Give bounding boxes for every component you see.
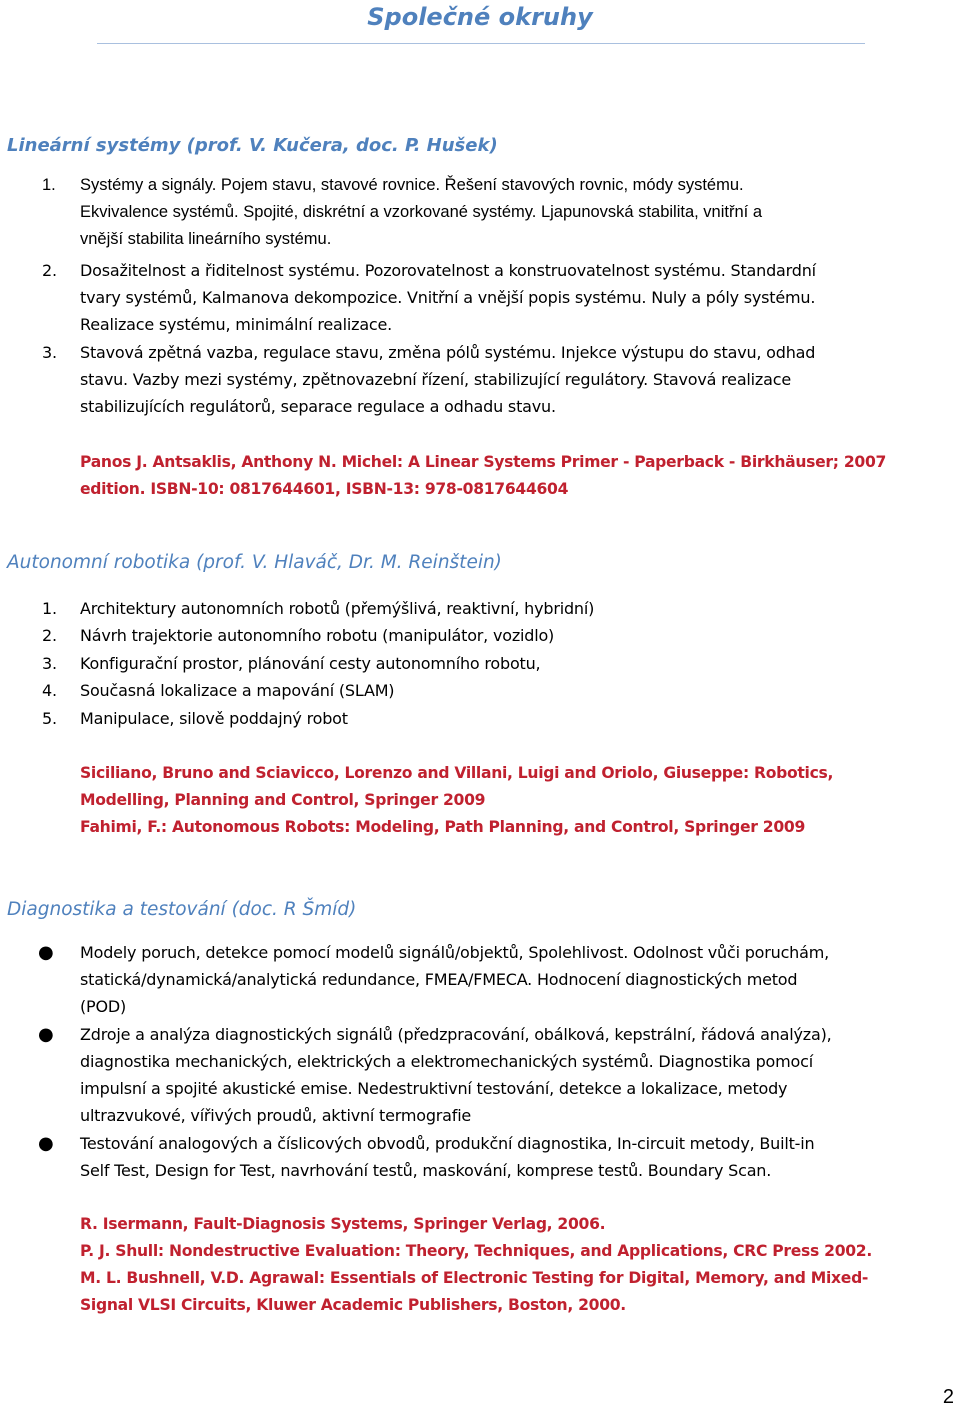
- list-item-text: (POD): [80, 997, 127, 1016]
- section-heading-diagnostics: Diagnostika a testování (doc. R Šmíd): [7, 899, 357, 920]
- list-item: [0, 257, 960, 338]
- list-item-text: Self Test, Design for Test, navrhování testů, maskování, komprese testů. Boundary Scan.: [80, 1161, 772, 1180]
- list-item-text: Současná lokalizace a mapování (SLAM): [80, 681, 395, 700]
- list-item-text: Ekvivalence systémů. Spojité, diskrétní a vzorkované systémy. Ljapunovská stabilita, vnitřní a: [80, 203, 763, 221]
- section-heading-linear-systems: Lineární systémy (prof. V. Kučera, doc. P. Hušek): [7, 135, 498, 156]
- list-item-text: vnější stabilita lineárního systému.: [80, 230, 332, 248]
- bullet-icon: ●: [38, 1024, 54, 1045]
- bullet-icon: ●: [38, 942, 54, 963]
- list-item: [0, 677, 960, 704]
- list-item-text: ultrazvukové, vířivých proudů, aktivní termografie: [80, 1106, 472, 1125]
- reference-line: Fahimi, F.: Autonomous Robots: Modeling, Path Planning, and Control, Springer 2009: [80, 818, 805, 836]
- list-item-text: Systémy a signály. Pojem stavu, stavové rovnice. Řešení stavových rovnic, módy systému.: [80, 176, 744, 194]
- bullet-icon: ●: [38, 1133, 54, 1154]
- section-heading-autonomous-robotics: Autonomní robotika (prof. V. Hlaváč, Dr. M. Reinštein): [7, 552, 502, 573]
- list-item-text: Zdroje a analýza diagnostických signálů (předzpracování, obálková, kepstrální, řádová analýza),: [80, 1025, 832, 1044]
- reference-line: Signal VLSI Circuits, Kluwer Academic Publishers, Boston, 2000.: [80, 1296, 626, 1314]
- list-item-text: stavu. Vazby mezi systémy, zpětnovazební řízení, stabilizující regulátory. Stavová realizace: [80, 370, 791, 389]
- header-divider: [97, 43, 865, 44]
- page-header-title: Společné okruhy: [367, 3, 593, 31]
- list-item-number: 3.: [42, 343, 57, 362]
- list-item: [0, 705, 960, 732]
- list-item-number: 5.: [42, 709, 57, 728]
- list-item-number: 2.: [42, 626, 57, 645]
- list-item-number: 4.: [42, 681, 57, 700]
- list-item-number: 3.: [42, 654, 57, 673]
- list-item-text: Konfigurační prostor, plánování cesty autonomního robotu,: [80, 654, 541, 673]
- list-item-text: Modely poruch, detekce pomocí modelů signálů/objektů, Spolehlivost. Odolnost vůči poruchám,: [80, 943, 830, 962]
- list-item: [0, 595, 960, 622]
- reference-line: R. Isermann, Fault-Diagnosis Systems, Springer Verlag, 2006.: [80, 1215, 606, 1233]
- list-item-text: Testování analogových a číslicových obvodů, produkční diagnostika, In-circuit metody, Built-in: [80, 1134, 815, 1153]
- reference-list: [80, 1211, 872, 1319]
- list-item-text: impulsní a spojité akustické emise. Nedestruktivní testování, detekce a lokalizace, metody: [80, 1079, 788, 1098]
- bullet-item: [0, 1021, 960, 1129]
- list-item-text: diagnostika mechanických, elektrických a elektromechanických systémů. Diagnostika pomocí: [80, 1052, 813, 1071]
- list-item: [0, 622, 960, 649]
- reference-line: Modelling, Planning and Control, Springer 2009: [80, 791, 486, 809]
- reference-list: [80, 760, 833, 841]
- reference-list: [80, 449, 886, 503]
- list-item-text: tvary systémů, Kalmanova dekompozice. Vnitřní a vnější popis systému. Nuly a póly systému.: [80, 288, 816, 307]
- list-item-text: Architektury autonomních robotů (přemýšlivá, reaktivní, hybridní): [80, 599, 595, 618]
- list-item-text: Návrh trajektorie autonomního robotu (manipulátor, vozidlo): [80, 626, 555, 645]
- list-item-number: 1.: [42, 599, 57, 618]
- list-item-text: statická/dynamická/analytická redundance, FMEA/FMECA. Hodnocení diagnostických metod: [80, 970, 798, 989]
- list-item-text: Dosažitelnost a řiditelnost systému. Pozorovatelnost a konstruovatelnost systému. Standardní: [80, 261, 816, 280]
- list-item-text: Manipulace, silově poddajný robot: [80, 709, 348, 728]
- reference-line: edition. ISBN-10: 0817644601, ISBN-13: 978-0817644604: [80, 480, 569, 498]
- list-item-number: 1.: [42, 176, 56, 194]
- list-item: [0, 339, 960, 420]
- list-item-text: Realizace systému, minimální realizace.: [80, 315, 393, 334]
- list-item-text: stabilizujících regulátorů, separace regulace a odhadu stavu.: [80, 397, 556, 416]
- list-item-number: 2.: [42, 261, 57, 280]
- reference-line: P. J. Shull: Nondestructive Evaluation: Theory, Techniques, and Applications, CRC Press 2002.: [80, 1242, 872, 1260]
- reference-line: Panos J. Antsaklis, Anthony N. Michel: A Linear Systems Primer - Paperback - Birkhäuser; 2007: [80, 453, 887, 471]
- list-item: [0, 650, 960, 677]
- bullet-item: [0, 1130, 960, 1184]
- bullet-item: [0, 939, 960, 1020]
- reference-line: M. L. Bushnell, V.D. Agrawal: Essentials of Electronic Testing for Digital, Memory, and Mixed-: [80, 1269, 869, 1287]
- list-item: [0, 172, 960, 253]
- reference-line: Siciliano, Bruno and Sciavicco, Lorenzo and Villani, Luigi and Oriolo, Giuseppe: Robotics,: [80, 764, 834, 782]
- list-item-text: Stavová zpětná vazba, regulace stavu, změna pólů systému. Injekce výstupu do stavu, odhad: [80, 343, 816, 362]
- page-number: 2: [942, 1386, 954, 1408]
